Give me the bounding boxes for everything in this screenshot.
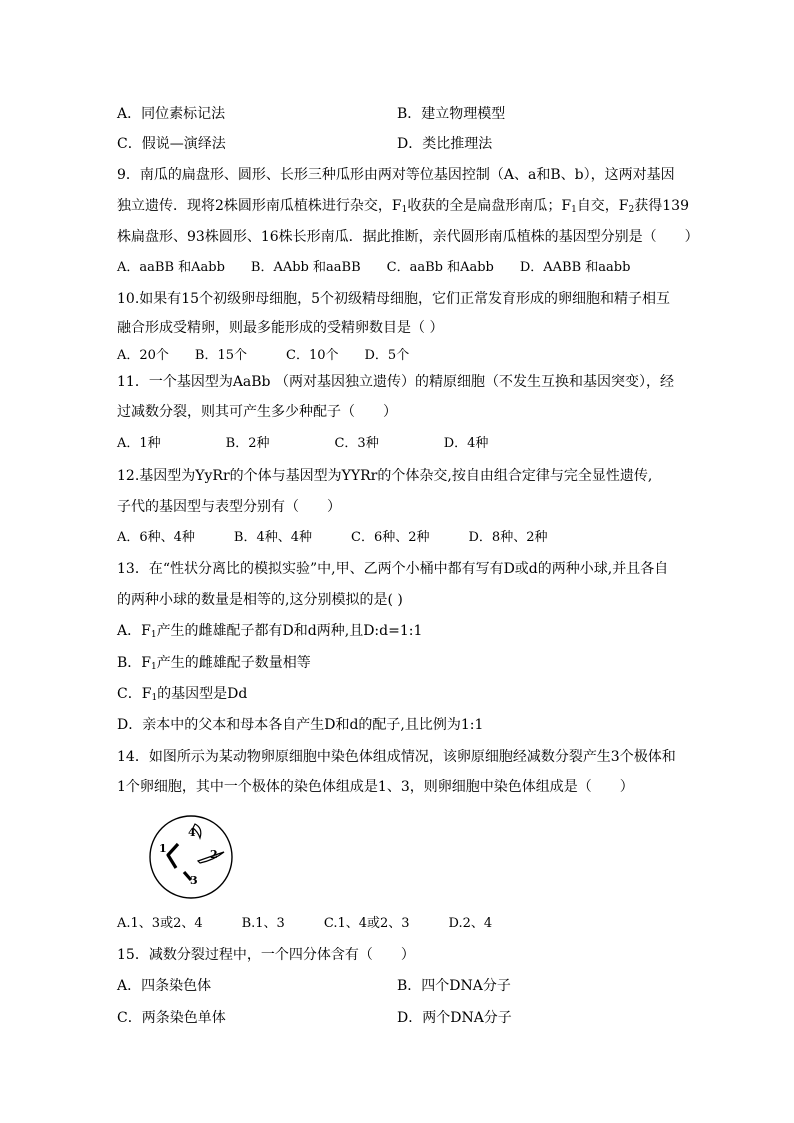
q13-option-a: A．$F_1$产生的雌雄配子都有D和d两种,且D:d=1:1 [117,623,423,640]
chromosome-label-3: 3 [190,874,198,887]
q8-option-d: D．类比推理法 [397,136,493,152]
q10-stem-line2: 融合形成受精卵，则最多能形成的受精卵数目是（ ） [117,320,444,336]
chromosome-label-1: 1 [159,842,167,855]
cell-chromosome-figure [148,814,234,900]
q15-stem: 15．减数分裂过程中，一个四分体含有（ ） [117,947,415,963]
q12-options: A．6种、4种 B．4种、4种 C．6种、2种 D．8种、2种 [117,530,548,545]
q12-stem-line1: 12.基因型为YyRr的个体与基因型为YYRr的个体杂交,按自由组合定律与完全显性遗传, [117,468,653,484]
q13-option-b: B．$F_1$产生的雌雄配子数量相等 [117,655,311,672]
chromosome-1 [168,844,178,868]
q14-stem-line2: 1个卵细胞，其中一个极体的染色体组成是1、3，则卵细胞中染色体组成是（ ） [117,779,634,795]
q9-stem-line3: 株扁盘形、93株圆形、16株长形南瓜．据此推断，亲代圆形南瓜植株的基因型分别是（ ） [117,229,699,245]
q14-options: A.1、3或2、4 B.1、3 C.1、4或2、3 D.2、4 [117,916,493,931]
q10-stem-line1: 10.如果有15个初级卵母细胞，5个初级精母细胞，它们正常发育形成的卵细胞和精子相互 [117,291,670,307]
q8-option-b: B．建立物理模型 [397,106,506,122]
q12-stem-line2: 子代的基因型与表型分别有（ ） [117,499,341,515]
q9-options: A．aaBB 和Aabb B．AAbb 和aaBB C．aaBb 和Aabb D．AABB 和aabb [117,260,631,275]
chromosome-label-2: 2 [210,848,218,861]
q15-option-a: A．四条染色体 [117,978,212,994]
q8-option-c: C．假说—演绎法 [117,136,226,152]
q10-options: A．20个 B．15个 C．10个 D．5个 [117,348,410,363]
q15-option-d: D．两个DNA分子 [397,1010,512,1026]
q9-stem-line2: 独立遗传．现将2株圆形南瓜植株进行杂交，$F_1$收获的全是扁盘形南瓜；$F_1$自交，$F_2$获得139 [117,198,689,215]
q9-stem-line1: 9．南瓜的扁盘形、圆形、长形三种瓜形由两对等位基因控制（A、a和B、b），这两对基因 [117,167,675,183]
chromosome-label-4: 4 [188,826,196,839]
q11-stem-line1: 11．一个基因型为AaBb （两对基因独立遗传）的精原细胞（不发生互换和基因突变），经 [117,374,674,390]
q14-stem-line1: 14．如图所示为某动物卵原细胞中染色体组成情况，该卵原细胞经减数分裂产生3个极体和 [117,749,676,765]
q13-stem-line1: 13．在“性状分离比的模拟实验”中,甲、乙两个小桶中都有写有D或d的两种小球,并且各自 [117,561,669,577]
q13-stem-line2: 的两种小球的数量是相等的,这分别模拟的是( ) [117,592,403,608]
q13-option-c: C．$F_1$的基因型是Dd [117,686,248,703]
q15-option-c: C．两条染色单体 [117,1010,226,1026]
q11-options: A．1种 B．2种 C．3种 D．4种 [117,436,489,451]
q8-option-a: A．同位素标记法 [117,106,226,122]
q13-option-d: D．亲本中的父本和母本各自产生D和d的配子,且比例为1:1 [117,717,484,733]
q15-option-b: B．四个DNA分子 [397,978,511,994]
q11-stem-line2: 过减数分裂，则其可产生多少种配子（ ） [117,404,397,420]
